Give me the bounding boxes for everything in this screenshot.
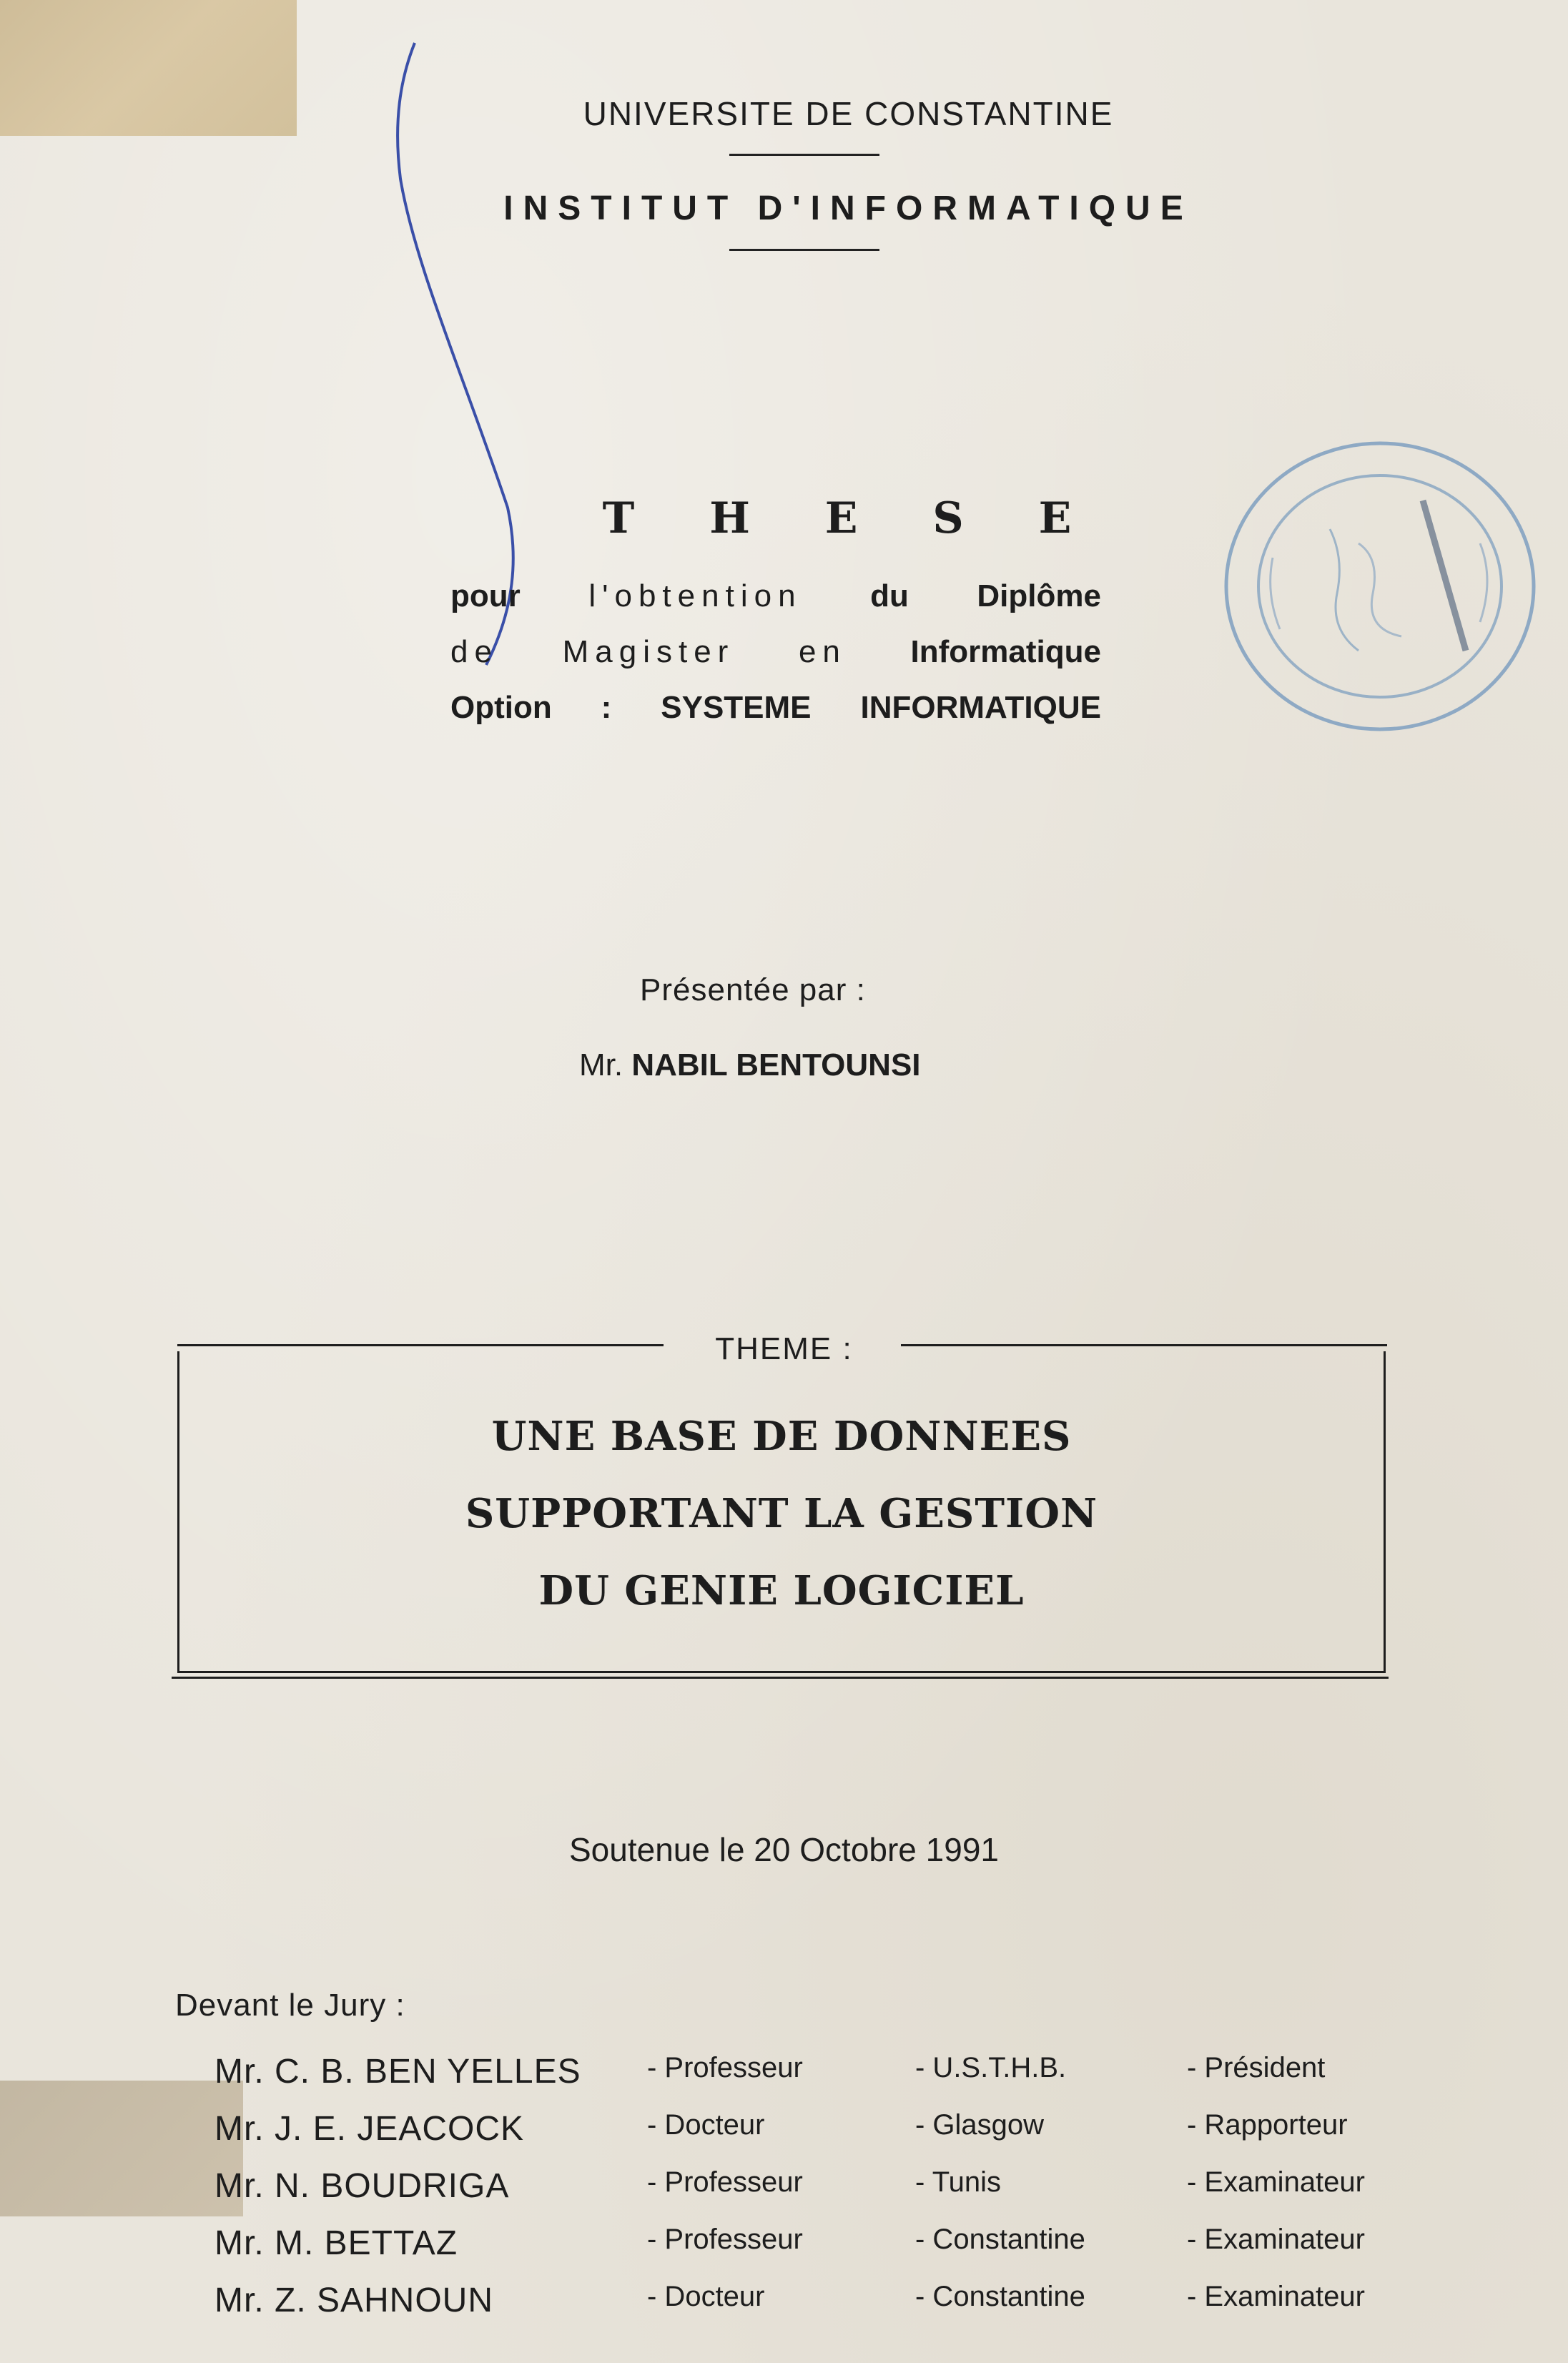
defense-date: Soutenue le 20 Octobre 1991: [568, 1831, 999, 1868]
institute-name: INSTITUT D'INFORMATIQUE: [503, 189, 1193, 227]
diploma-word-diplome: Diplôme: [977, 578, 1101, 613]
jury-member-name: Mr. J. E. JEACOCK: [215, 2110, 525, 2148]
author: [579, 1047, 921, 1083]
diploma-word-pour: pour: [450, 578, 521, 613]
jury-table: [215, 2052, 1416, 2338]
jury-member-institution: - Constantine: [915, 2281, 1085, 2312]
jury-member-title: - Professeur: [647, 2224, 803, 2255]
jury-member-institution: - Constantine: [915, 2224, 1085, 2255]
jury-member-institution: - Glasgow: [915, 2109, 1045, 2141]
jury-member-role: - Examinateur: [1187, 2166, 1365, 2198]
jury-member-title: - Professeur: [647, 2166, 803, 2198]
header-divider-1: [729, 154, 879, 156]
diploma-word-de: de: [450, 634, 498, 669]
header-divider-2: [729, 249, 879, 251]
jury-label: Devant le Jury :: [175, 1988, 405, 2023]
theme-label: THEME :: [715, 1331, 853, 1366]
thesis-heading: T H E S E: [602, 493, 1102, 543]
theme-title-line-3: DU GENIE LOGICIEL: [538, 1567, 1025, 1614]
jury-member-row: [215, 2281, 1416, 2338]
diploma-word-systeme: SYSTEME: [661, 690, 812, 725]
diploma-word-obtention: l'obtention: [588, 578, 802, 613]
jury-member-row: [215, 2224, 1416, 2281]
diploma-line-3: [450, 680, 1101, 736]
diploma-line-1: [450, 568, 1101, 624]
jury-member-name: Mr. C. B. BEN YELLES: [215, 2053, 581, 2091]
diploma-word-informatique-option: INFORMATIQUE: [860, 690, 1101, 725]
jury-member-role: - Président: [1187, 2052, 1326, 2083]
diploma-word-du: du: [870, 578, 909, 613]
author-prefix: Mr.: [579, 1047, 623, 1082]
jury-member-institution: - U.S.T.H.B.: [915, 2052, 1067, 2083]
diploma-word-option: Option: [450, 690, 552, 725]
jury-member-institution: - Tunis: [915, 2166, 1002, 2198]
theme-title-line-2: SUPPORTANT LA GESTION: [465, 1490, 1098, 1537]
jury-member-role: - Examinateur: [1187, 2224, 1365, 2255]
jury-member-title: - Docteur: [647, 2109, 765, 2141]
theme-box-bottom-rule: [172, 1677, 1389, 1679]
university-seal-stamp: [1208, 415, 1552, 761]
jury-member-row: [215, 2052, 1416, 2109]
presented-by-label: Présentée par :: [640, 972, 866, 1007]
diploma-line-2: [450, 624, 1101, 680]
jury-member-title: - Docteur: [647, 2281, 765, 2312]
diploma-word-magister: Magister: [562, 634, 735, 669]
author-name: NABIL BENTOUNSI: [631, 1047, 921, 1082]
jury-member-role: - Rapporteur: [1187, 2109, 1348, 2141]
theme-title: [177, 1398, 1386, 1629]
diploma-block: [450, 568, 1101, 736]
diploma-word-informatique: Informatique: [910, 634, 1101, 669]
diploma-colon: :: [601, 690, 612, 725]
jury-member-name: Mr. N. BOUDRIGA: [215, 2167, 510, 2205]
jury-member-title: - Professeur: [647, 2052, 803, 2083]
jury-member-row: [215, 2109, 1416, 2166]
tape-stain-bottom-left: [0, 2081, 243, 2216]
university-name: UNIVERSITE DE CONSTANTINE: [583, 95, 1114, 132]
theme-title-line-1: UNE BASE DE DONNEES: [491, 1413, 1072, 1460]
jury-member-row: [215, 2166, 1416, 2224]
diploma-word-en: en: [798, 634, 847, 669]
jury-member-role: - Examinateur: [1187, 2281, 1365, 2312]
jury-member-name: Mr. M. BETTAZ: [215, 2224, 458, 2262]
jury-member-name: Mr. Z. SAHNOUN: [215, 2281, 494, 2319]
